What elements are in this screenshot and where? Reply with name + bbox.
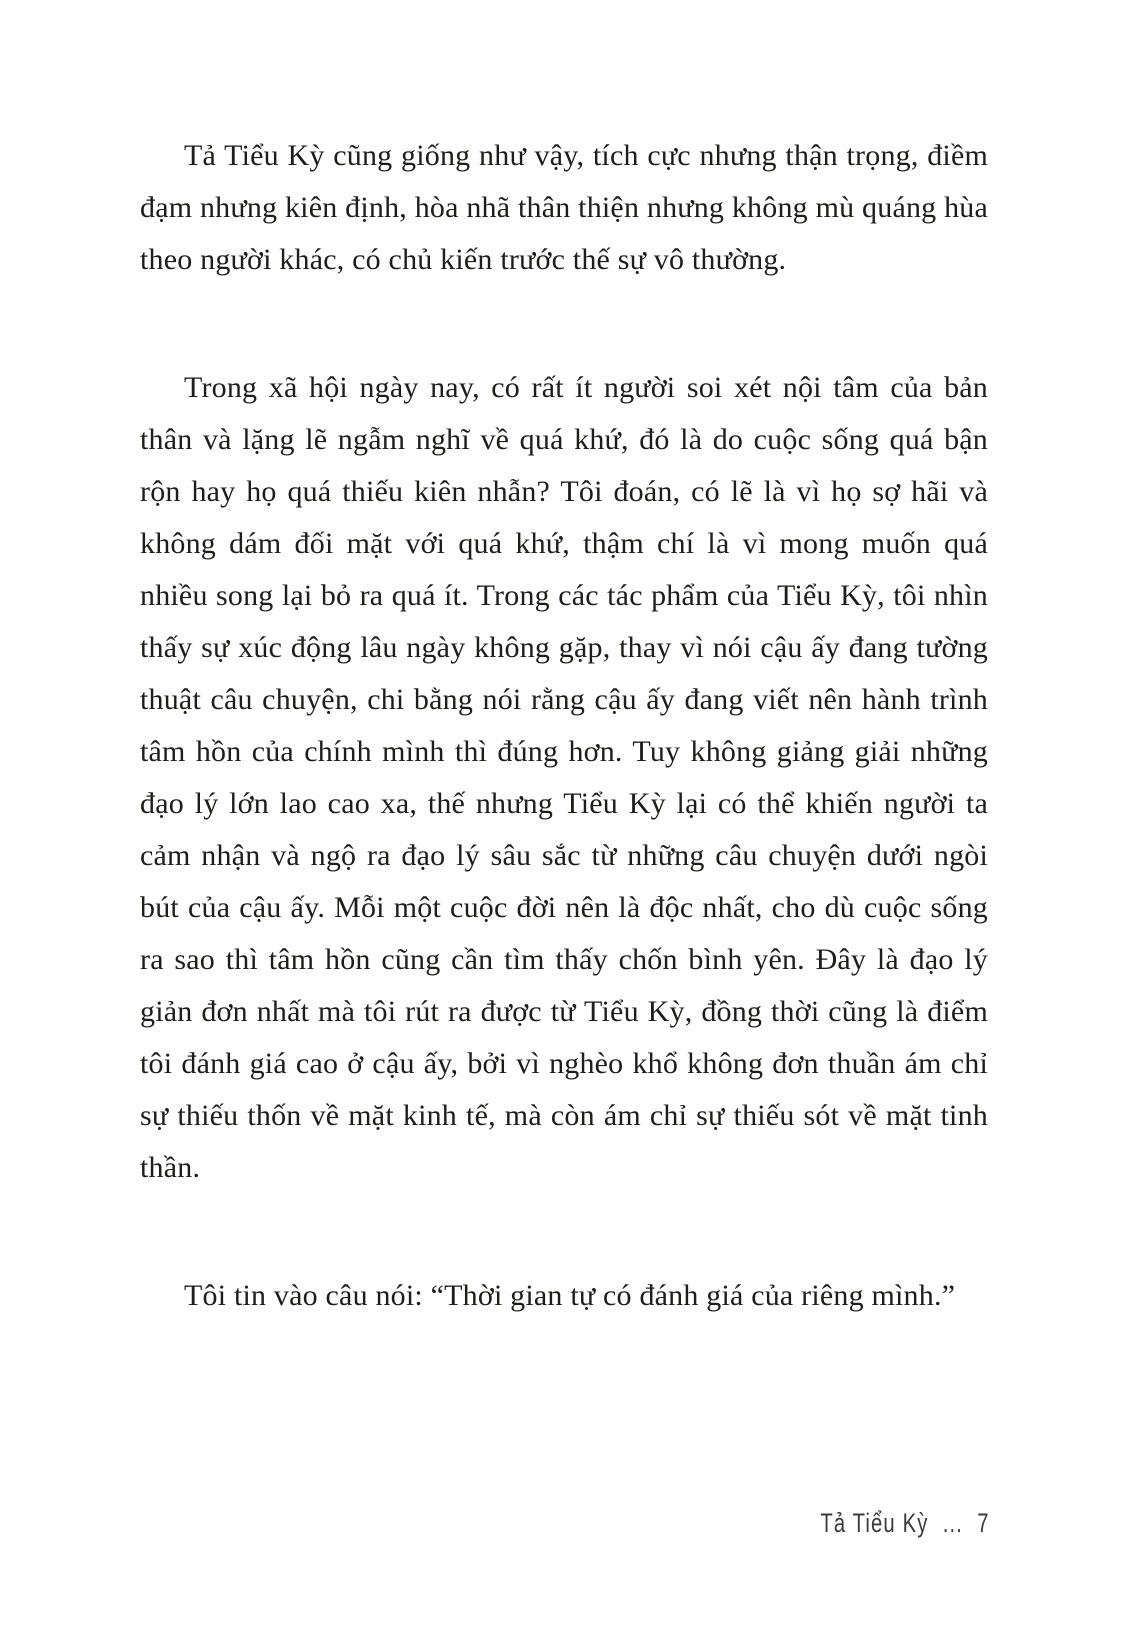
page-footer (821, 1508, 990, 1539)
running-title: Tả Tiểu Kỳ (820, 1508, 929, 1538)
paragraph-1: Tả Tiểu Kỳ cũng giống như vậy, tích cực nhưng thận trọng, điềm đạm nhưng kiên định, hòa nhã thân thiện nhưng không mù quáng hùa theo người khác, có chủ kiến trước thế sự vô thường. (140, 139, 988, 276)
page-body-text (140, 130, 988, 1322)
paragraph-2: Trong xã hội ngày nay, có rất ít người soi xét nội tâm của bản thân và lặng lẽ ngẫm nghĩ về quá khứ, đó là do cuộc sống quá bận rộn hay họ quá thiếu kiên nhẫn? Tôi đoán, có lẽ là vì họ sợ hãi và không dám đối mặt với quá khứ, thậm chí là vì mong muốn quá nhiều song lại bỏ ra quá ít. Trong các tác phẩm của Tiểu Kỳ, tôi nhìn thấy sự xúc động lâu ngày không gặp, thay vì nói cậu ấy đang tường thuật câu chuyện, chi bằng nói rằng cậu ấy đang viết nên hành trình tâm hồn của chính mình thì đúng hơn. Tuy không giảng giải những đạo lý lớn lao cao xa, thế nhưng Tiểu Kỳ lại có thể khiến người ta cảm nhận và ngộ ra đạo lý sâu sắc từ những câu chuyện dưới ngòi bút của cậu ấy. Mỗi một cuộc đời nên là độc nhất, cho dù cuộc sống ra sao thì tâm hồn cũng cần tìm thấy chốn bình yên. Đây là đạo lý giản đơn nhất mà tôi rút ra được từ Tiểu Kỳ, đồng thời cũng là điểm tôi đánh giá cao ở cậu ấy, bởi vì nghèo khổ không đơn thuần ám chỉ sự thiếu thốn về mặt kinh tế, mà còn ám chỉ sự thiếu sót về mặt tinh thần. (140, 371, 988, 1184)
footer-separator: ... (943, 1508, 964, 1538)
page-number: 7 (977, 1508, 990, 1538)
paragraph-3: Tôi tin vào câu nói: “Thời gian tự có đánh giá của riêng mình.” (184, 1279, 956, 1312)
